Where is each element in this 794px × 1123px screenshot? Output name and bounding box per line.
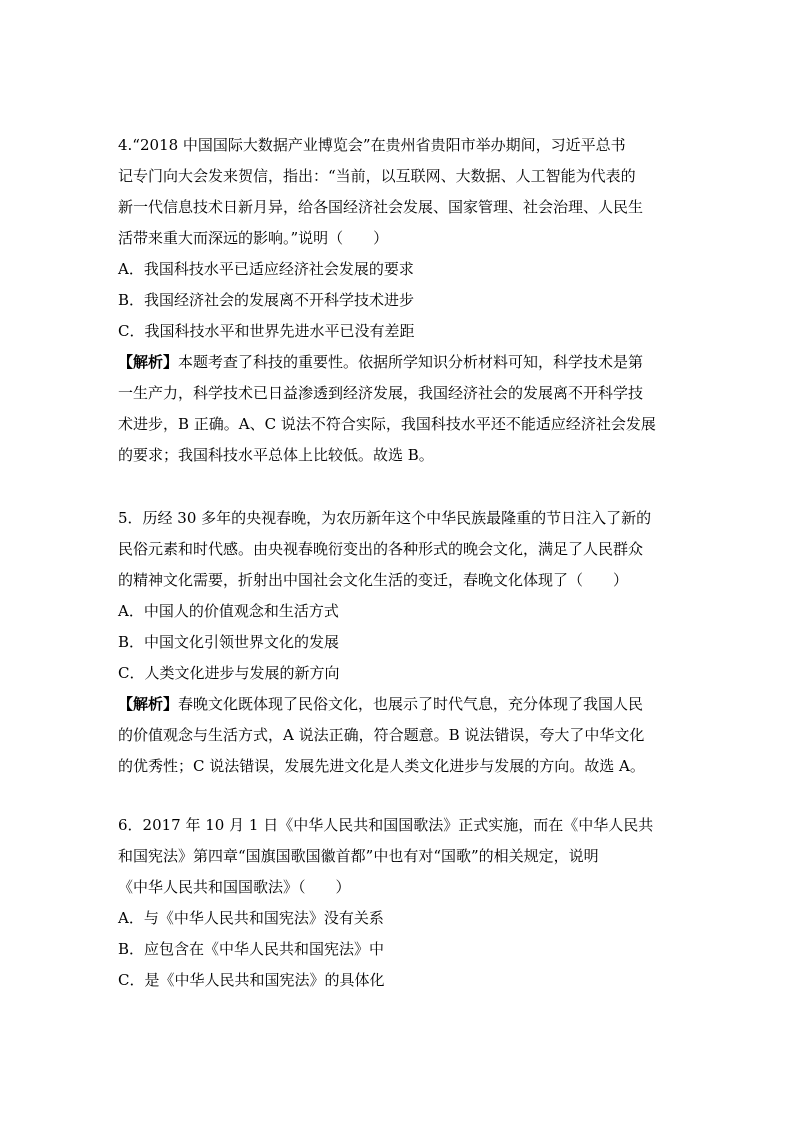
analysis-tag: 【解析】 [118,695,179,713]
option-b: B．应包含在《中华人民共和国宪法》中 [118,940,385,958]
question-stem-line: 的精神文化需要，折射出中国社会文化生活的变迁，春晚文化体现了（ ） [118,571,629,589]
question-stem-line: 5．历经 30 多年的央视春晚，为农历新年这个中华民族最隆重的节日注入了新的 [118,509,652,527]
analysis-line [118,689,678,720]
question-stem-line: 4.“2018 中国国际大数据产业博览会”在贵州省贵阳市举办期间，习近平总书 [118,136,626,154]
analysis-line: 的价值观念与生活方式，A 说法正确，符合题意。B 说法错误，夸大了中华文化 [118,726,645,744]
option-b: B．中国文化引领世界文化的发展 [118,633,340,651]
option-c: C．我国科技水平和世界先进水平已没有差距 [118,322,415,340]
analysis-line [118,347,678,378]
question-4 [118,130,678,471]
analysis-line: 的要求；我国科技水平总体上比较低。故选 B。 [118,446,434,464]
option-b: B．我国经济社会的发展离不开科学技术进步 [118,291,415,309]
analysis-line: 术进步，B 正确。A、C 说法不符合实际，我国科技水平还不能适应经济社会发展 [118,415,656,433]
question-6 [118,810,678,996]
question-stem-line: 和国宪法》第四章“国旗国歌国徽首都”中也有对“国歌”的相关规定，说明 [118,847,599,865]
analysis-line: 一生产力，科学技术已日益渗透到经济发展，我国经济社会的发展离不开科学技 [118,384,644,402]
question-stem-line: 活带来重大而深远的影响。”说明（ ） [118,229,389,247]
option-c: C．人类文化进步与发展的新方向 [118,664,340,682]
option-c: C．是《中华人民共和国宪法》的具体化 [118,971,385,989]
question-stem-line: 6．2017 年 10 月 1 日《中华人民共和国国歌法》正式实施，而在《中华人民共 [118,816,654,834]
option-a: A．中国人的价值观念和生活方式 [118,602,339,620]
question-stem-line: 新一代信息技术日新月异，给各国经济社会发展、国家管理、社会治理、人民生 [118,198,644,216]
option-a: A．我国科技水平已适应经济社会发展的要求 [118,260,414,278]
analysis-tag: 【解析】 [118,353,179,371]
question-stem-line: 民俗元素和时代感。由央视春晚衍变出的各种形式的晚会文化，满足了人民群众 [118,540,644,558]
question-5 [118,503,678,782]
question-stem-line: 《中华人民共和国国歌法》（ ） [118,878,351,896]
option-a: A．与《中华人民共和国宪法》没有关系 [118,909,384,927]
analysis-text: 春晚文化既体现了民俗文化，也展示了时代气息，充分体现了我国人民 [178,695,644,713]
question-stem-line: 记专门向大会发来贺信，指出：“当前，以互联网、大数据、人工智能为代表的 [118,167,636,185]
analysis-line: 的优秀性；C 说法错误，发展先进文化是人类文化进步与发展的方向。故选 A。 [118,757,645,775]
analysis-text: 本题考查了科技的重要性。依据所学知识分析材料可知，科学技术是第 [178,353,644,371]
